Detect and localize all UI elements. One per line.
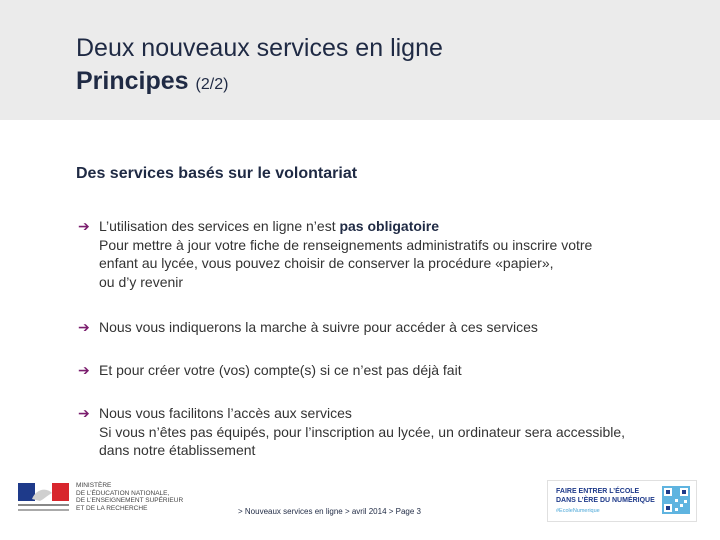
ministry-line: MINISTÈRE (76, 482, 112, 489)
ministry-line: DE L’ENSEIGNEMENT SUPÉRIEUR (76, 497, 184, 504)
section-subtitle: Des services basés sur le volontariat (76, 165, 358, 182)
qr-code-icon (662, 486, 690, 514)
ministry-line: ET DE LA RECHERCHE (76, 504, 148, 512)
arrow-icon: ➔ (78, 319, 90, 335)
bullet-line: Pour mettre à jour votre fiche de renseignements administratifs ou inscrire votre (99, 236, 593, 253)
bullet-text: L’utilisation des services en ligne n’est (99, 218, 340, 234)
ministry-name (76, 482, 186, 512)
bullet-emphasis: pas obligatoire (339, 218, 440, 234)
campaign-title (556, 487, 666, 505)
bullet-line: Nous vous indiquerons la marche à suivre pour accéder à ces services (99, 319, 538, 335)
bullet-line: enfant au lycée, vous pouvez choisir de conserver la procédure «papier», (99, 255, 554, 271)
arrow-icon: ➔ (78, 218, 90, 234)
bullet-line: Et pour créer votre (vos) compte(s) si ce n’est pas déjà fait (99, 362, 462, 378)
bullet-line: ou d’y revenir (99, 273, 184, 290)
campaign-hashtag: #EcoleNumerique (556, 508, 600, 514)
slide-title-main: Principes (76, 67, 189, 95)
republique-francaise-logo (18, 481, 70, 515)
ministry-line: DE L’ÉDUCATION NATIONALE, (76, 489, 170, 497)
footer-page-info: > Nouveaux services en ligne > avril 2014 > Page 3 (238, 507, 422, 516)
campaign-line: FAIRE ENTRER L’ÉCOLE (556, 488, 640, 495)
bullet-item-3 (78, 361, 678, 380)
bullet-line: Nous vous facilitons l’accès aux services (99, 405, 352, 421)
arrow-icon: ➔ (78, 405, 90, 421)
slide-title-line2 (76, 67, 228, 96)
ecole-numerique-logo (547, 480, 697, 522)
bullet-item-1 (78, 217, 678, 291)
slide-title-line1: Deux nouveaux services en ligne (76, 34, 443, 62)
bullet-line: Si vous n’êtes pas équipés, pour l’inscription au lycée, un ordinateur sera accessible, (99, 423, 626, 440)
slide-title-suffix: (2/2) (195, 76, 229, 93)
bullet-line (78, 217, 678, 236)
campaign-line: DANS L’ÈRE DU NUMÉRIQUE (556, 497, 655, 504)
bullet-line: dans notre établissement (99, 442, 256, 458)
bullet-item-4 (78, 404, 678, 460)
arrow-icon: ➔ (78, 362, 90, 378)
bullet-item-2 (78, 318, 678, 337)
